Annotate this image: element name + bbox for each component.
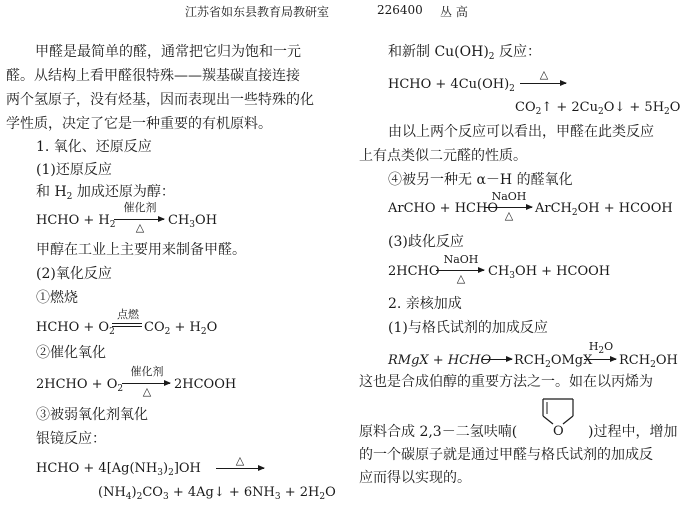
eq2-equals-sign	[112, 323, 142, 327]
summary-line-2: 上有点类似二元醛的性质。	[359, 148, 527, 164]
eq5-condition: △	[539, 68, 549, 81]
silver-mirror-heading: 银镜反应：	[36, 431, 106, 447]
ring-oxygen-label: O	[553, 424, 564, 439]
eq1-condition-bottom: △	[135, 221, 145, 234]
eq2-condition-top: 点燃	[117, 308, 139, 321]
eq8-condition: $H_2O$	[588, 340, 614, 356]
eq1-lhs: HCHO + $H_2$	[36, 213, 116, 230]
header-postcode: 226400	[377, 3, 423, 17]
eq3-rhs: 2HCOOH	[174, 377, 237, 392]
header-org: 江苏省如东县教育局教研室	[185, 5, 330, 19]
eq3-lhs: 2HCHO + $O_2$	[36, 377, 124, 394]
eq7-rhs: $CH_3OH$ + HCOOH	[488, 264, 611, 281]
disproportionation-heading: (3)歧化反应	[388, 234, 464, 250]
eq8-arrow-2	[584, 359, 616, 360]
eq1-rhs: $CH_3OH$	[168, 213, 218, 230]
header-author: 丛 高	[440, 5, 468, 19]
eq4-condition: △	[235, 454, 245, 467]
h2-addition-text: 和 $H_2$ 加成还原为醇：	[36, 184, 175, 202]
eq7-condition-top: NaOH	[443, 253, 479, 266]
combustion-heading: ①燃烧	[36, 290, 78, 306]
section-2-heading: 2. 亲核加成	[388, 296, 462, 312]
eq7-lhs: 2HCHO	[388, 264, 440, 279]
weak-oxidant-heading: ③被弱氧化剂氧化	[36, 407, 148, 423]
summary-line-1: 由以上两个反应可以看出，甲醛在此类反应	[388, 124, 654, 140]
eq7-arrow	[436, 270, 484, 271]
eq8-lhs: RMgX + HCHO	[388, 353, 492, 368]
eq6-rhs: ArCH$_2$OH + HCOOH	[535, 201, 673, 218]
eq5-products: $CO_2↑$ + $2Cu_2O↓ + 5H_2O$	[515, 100, 681, 117]
eq2-lhs: HCHO + $O_2$	[36, 320, 115, 337]
cannizzaro-cross-heading: ④被另一种无 α－H 的醛氧化	[388, 172, 573, 188]
section-2-1-heading: (1)与格氏试剂的加成反应	[388, 320, 548, 336]
eq1-arrow	[114, 219, 164, 220]
eq3-condition-bottom: △	[142, 385, 152, 398]
grignard-line-2b: )过程中，增加	[588, 424, 678, 440]
section-1-2-heading: (2)氧化反应	[36, 266, 112, 282]
intro-line-1: 甲醛是最简单的醛，通常把它归为饱和一元	[35, 44, 301, 60]
eq3-condition-top: 催化剂	[130, 365, 164, 378]
grignard-line-3: 的一个碳原子就是通过甲醛与格氏试剂的加成反	[359, 447, 653, 463]
eq5-arrow	[520, 83, 566, 84]
intro-line-2: 醛。从结构上看甲醛很特殊——羰基碳直接连接	[6, 68, 300, 84]
methanol-note: 甲醇在工业上主要用来制备甲醛。	[36, 242, 246, 258]
eq4-lhs: HCHO + $4[Ag(NH_3)_2]OH$	[36, 461, 201, 478]
section-1-heading: 1. 氧化、还原反应	[36, 139, 152, 155]
eq8-arrow-1	[482, 359, 512, 360]
eq4-arrow	[216, 468, 264, 469]
eq6-lhs: ArCHO + HCHO	[388, 201, 498, 216]
eq8-intermediate: $RCH_2OMgX$	[514, 353, 593, 370]
eq5-lhs: HCHO + $4Cu(OH)_2$	[388, 77, 515, 94]
grignard-line-2a: 原料合成 2,3－二氢呋喃(	[359, 424, 518, 440]
eq7-condition-bottom: △	[456, 272, 466, 285]
eq3-arrow	[122, 383, 170, 384]
grignard-line-4: 应而得以实现的。	[359, 470, 471, 486]
intro-line-4: 学性质，决定了它是一种重要的有机原料。	[6, 116, 272, 132]
intro-line-3: 两个氢原子，没有烃基，因而表现出一些特殊的化	[6, 92, 314, 108]
eq6-arrow	[484, 207, 532, 208]
eq4-products: $(NH_4)_2CO_3$ + 4Ag↓ + $6NH_3 + 2H_2O$	[98, 485, 336, 502]
grignard-line-1: 这也是合成伯醇的重要方法之一。如在以丙烯为	[359, 374, 653, 390]
eq6-condition-bottom: △	[504, 209, 514, 222]
eq1-condition-top: 催化剂	[123, 201, 157, 214]
section-1-1-heading: (1)还原反应	[36, 162, 112, 178]
catalytic-oxidation-heading: ②催化氧化	[36, 345, 106, 361]
cu-oh-intro: 和新制 $Cu(OH)_2$ 反应：	[388, 44, 541, 62]
eq2-rhs: $CO_2 + H_2O$	[144, 320, 218, 337]
eq8-rhs: $RCH_2OH$	[619, 353, 678, 370]
eq6-condition-top: NaOH	[491, 190, 527, 203]
